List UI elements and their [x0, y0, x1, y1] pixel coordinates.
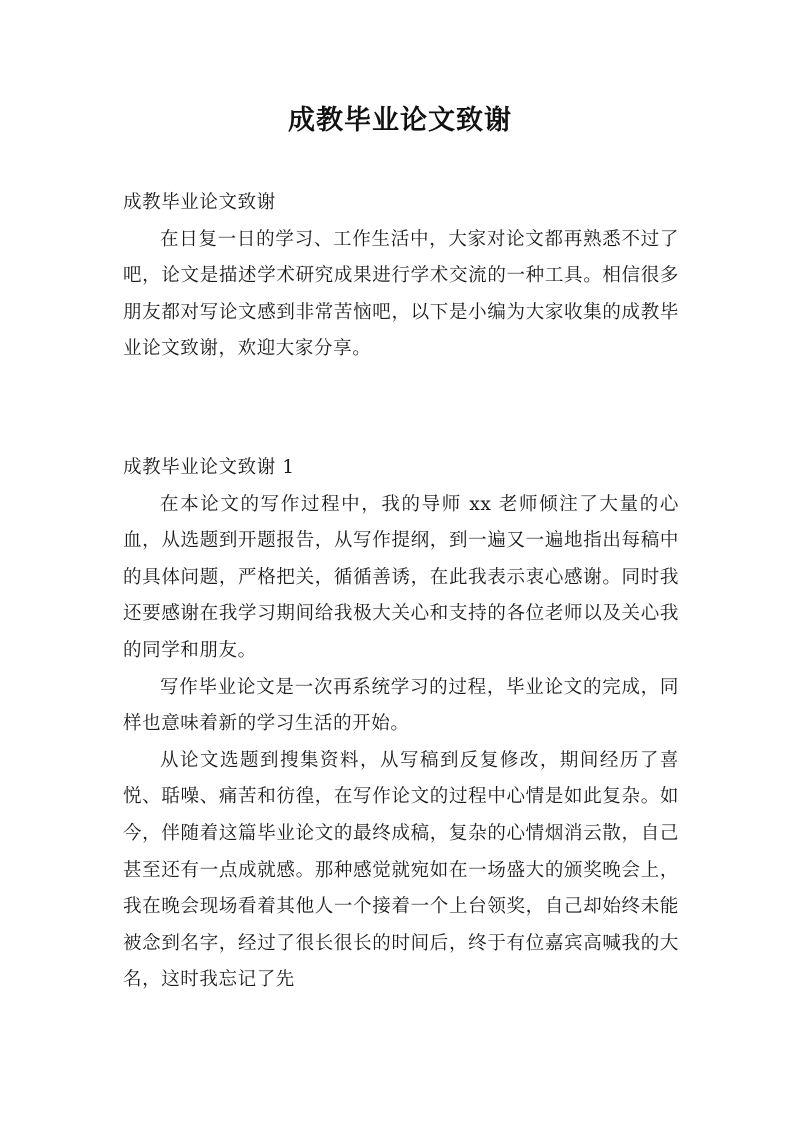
section-1-heading: 成教毕业论文致谢 1: [123, 457, 295, 478]
section-1-paragraph-3: 从论文选题到搜集资料，从写稿到反复修改，期间经历了喜悦、聒噪、痛苦和彷徨，在写作论文的过程中心情是如此复杂。如今，伴随着这篇毕业论文的最终成稿，复杂的心情烟消云散，自己甚至还有一点成就感。那种感觉就宛如在一场盛大的颁奖晚会上，我在晚会现场看着其他人一个接着一个上台领奖，自己却始终未能被念到名字，经过了很长很长的时间后，终于有位嘉宾高喊我的大名，这时我忘记了先: [123, 749, 679, 991]
intro-section: [123, 185, 679, 368]
section-1: [123, 450, 679, 999]
section-1-paragraph-1: 在本论文的写作过程中，我的导师 xx 老师倾注了大量的心血，从选题到开题报告，从写作提纲，到一遍又一遍地指出每稿中的具体问题，严格把关，循循善诱，在此我表示衷心感谢。同时我还要感谢在我学习期间给我极大关心和支持的各位老师以及关心我的同学和朋友。: [123, 493, 679, 661]
section-1-paragraph-2: 写作毕业论文是一次再系统学习的过程，毕业论文的完成，同样也意味着新的学习生活的开始。: [123, 676, 679, 735]
intro-paragraph: 在日复一日的学习、工作生活中，大家对论文都再熟悉不过了吧，论文是描述学术研究成果进行学术交流的一种工具。相信很多朋友都对写论文感到非常苦恼吧，以下是小编为大家收集的成教毕业论文致谢，欢迎大家分享。: [123, 228, 679, 360]
document-title: 成教毕业论文致谢: [288, 105, 512, 136]
intro-heading: 成教毕业论文致谢: [123, 192, 276, 213]
